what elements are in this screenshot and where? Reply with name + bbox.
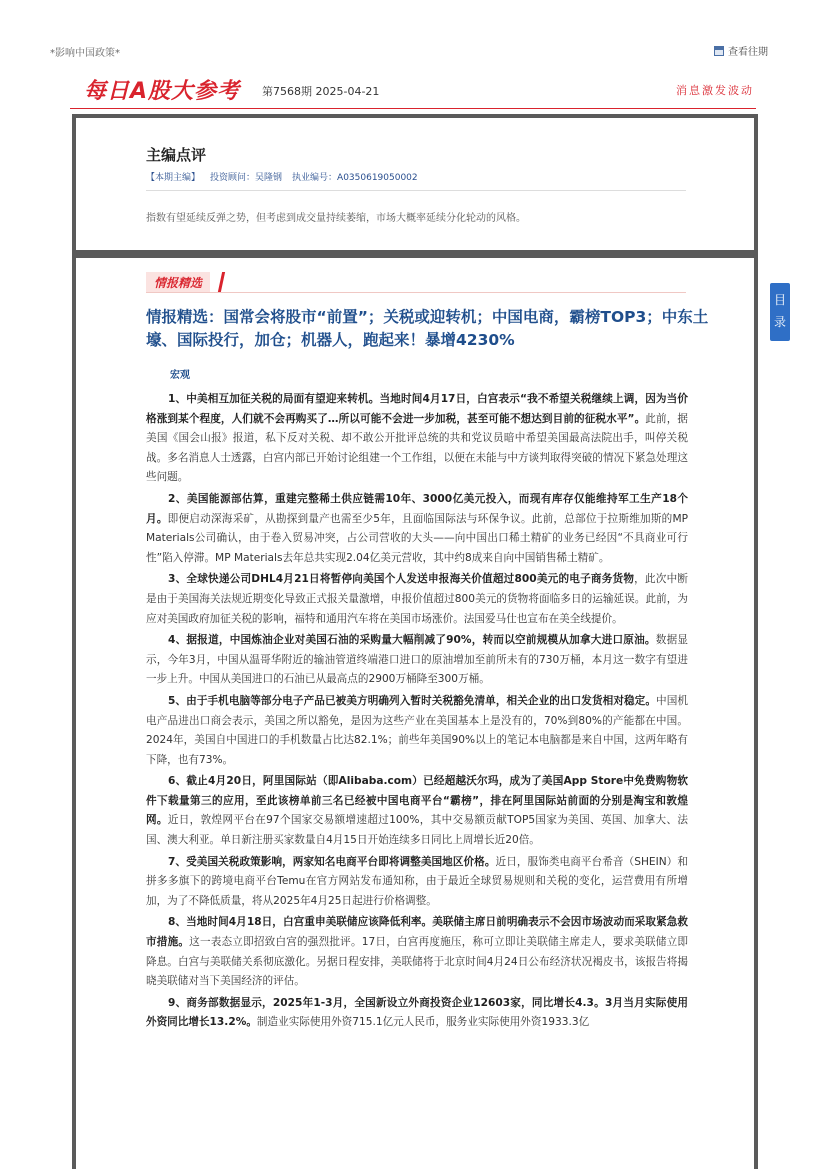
section-tag <box>146 272 686 292</box>
paragraph <box>146 692 688 770</box>
toc-tab-button[interactable]: 目录 <box>770 283 790 341</box>
editor-divider <box>146 190 686 191</box>
paragraph-text: 数据显示，今年3月，中国从温哥华附近的输油管道终端港口进口的原油增加至前所未有的730万桶，本月这一数字有望进一步上升。中国从美国进口的石油已从最高点的2900万桶降至300万桶。 <box>146 634 688 686</box>
paragraph-text: 这一表态立即招致白宫的强烈批评。17日，白宫再度施压，称可立即让美联储主席走人，要求美联储立即降息。白宫与美联储关系彻底激化。另据日程安排，美联储将于北京时间4月24日公布经济状况褐皮书，该报告将揭晓美联储对当下美国经济的评估。 <box>146 936 689 988</box>
paragraph-lead: 1、中美相互加征关税的局面有望迎来转机。当地时间4月17日，白宫表示“我不希望关税继续上调，因为当价格涨到某个程度，人们就不会再购买了…所以可能不会进一步加税，甚至可能不想达到目前的征税水平”。 <box>146 393 688 425</box>
paragraph-text: 近日，敦煌网平台在97个国家交易额增速超过100%，其中交易额贡献TOP5国家为美国、英国、加拿大、法国、澳大利亚。单日新注册买家数量自4月15日开始连续多日同比上周增长近20倍。 <box>146 814 688 847</box>
article-body <box>146 390 688 1035</box>
paragraph-lead: 2、美国能源部估算，重建完整稀土供应链需10年、3000亿美元投入，而现有库存仅能维持军工生产18个月。 <box>146 492 688 525</box>
paragraph-text: 此前，据美国《国会山报》报道，私下反对关税、却不敢公开批评总统的共和党议员暗中希望美国最高法院出手，叫停关税战。多名消息人士透露，白宫内部已开始讨论组建一个工作组，以便在未能与中方谈判取得突破的情况下紧急处理这些问题。 <box>146 412 688 484</box>
brand-logo: 每日A股大参考 <box>84 79 241 104</box>
paragraph <box>146 631 688 690</box>
paragraph <box>146 913 688 991</box>
meta-tag: 【本期主编】 <box>146 173 201 183</box>
calendar-icon <box>714 46 724 56</box>
header-divider <box>70 108 756 109</box>
paragraph <box>146 570 688 629</box>
paragraph-text: 中国机电产品进出口商会表示，美国之所以豁免，是因为这些产业在美国基本上是没有的，70%到80%的产能都在中国。2024年，美国自中国进口的手机数量占比达82.1%；前些年美国90%以上的笔记本电脑都是来自中国，这两年略有下降，也有73%。 <box>146 694 688 766</box>
slogan: 消息激发波动 <box>676 84 754 97</box>
article-card <box>72 254 758 1169</box>
advisor: 投资顾问：吴隆钢 <box>210 173 283 183</box>
paragraph <box>146 853 688 912</box>
editor-comment-card <box>72 114 758 254</box>
paragraph <box>146 390 688 488</box>
license-number: 执业编号：A0350619050002 <box>292 173 418 183</box>
paragraph-lead: 5、由于手机电脑等部分电子产品已被美方明确列入暂时关税豁免清单，相关企业的出口发货相对稳定。 <box>168 694 657 707</box>
paragraph-text: 近日，服饰类电商平台希音（SHEIN）和拼多多旗下的跨境电商平台Temu在官方网站发布通知称，由于最近全球贸易规则和关税的变化，运营费用有所增加，为了不降低质量，将从2025年4月25日起进行价格调整。 <box>146 855 689 907</box>
editor-title: 主编点评 <box>146 146 207 164</box>
paragraph <box>146 490 688 568</box>
paragraph-text: 制造业实际使用外资715.1亿元人民币，服务业实际使用外资1933.3亿 <box>256 1016 590 1029</box>
paragraph-lead: 4、据报道，中国炼油企业对美国石油的采购量大幅削减了90%，转而以空前规模从加拿大进口原油。 <box>168 634 656 647</box>
article-title: 情报精选：国常会将股市“前置”；关税或迎转机；中国电商，霸榜TOP3；中东土壕、国际投行，加仓；机器人，跑起来！暴增4230% <box>146 308 709 349</box>
archive-label: 查看往期 <box>728 47 768 58</box>
paragraph-text: ，此次中断是由于美国海关法规近期变化导致正式报关量激增，申报价值超过800美元的货物将面临多日的运输延误。此前，为应对美国政府加征关税的影响，福特和通用汽车将在美国市场涨价。法国爱马仕也宣布在美全线提价。 <box>146 573 689 625</box>
paragraph-lead: 6、截止4月20日，阿里国际站（即Alibaba.com）已经超越沃尔玛，成为了美国App Store中免费购物软件下载量第三的应用，至此该榜单前三名已经被中国电商平台“霸榜”，排在阿里国际站前面的分别是淘宝和敦煌网。 <box>146 775 688 827</box>
paragraph-lead: 9、商务部数据显示，2025年1-3月，全国新设立外商投资企业12603家，同比增长4.3。3月当月实际使用外资同比增长13.2%。 <box>146 996 688 1029</box>
editor-summary: 指数有望延续反弹之势，但考虑到成交量持续萎缩，市场大概率延续分化轮动的风格。 <box>146 213 526 224</box>
section-tag-rule <box>146 292 686 293</box>
paragraph-lead: 3、全球快递公司DHL4月21日将暂停向美国个人发送申报海关价值超过800美元的电子商务货物 <box>168 573 635 586</box>
editor-meta <box>146 170 428 183</box>
paragraph <box>146 772 688 850</box>
top-note: *影响中国政策* <box>50 48 120 59</box>
archive-link[interactable] <box>714 43 768 58</box>
article-subhead: 宏观 <box>170 370 190 381</box>
paragraph-text: 即便启动深海采矿，从勘探到量产也需至少5年，且面临国际法与环保争议。此前，总部位于拉斯维加斯的MP Materials公司确认，由于卷入贸易冲突，占公司营收的大头——向中国出口稀土精矿的业务已经因“不具商业可行性”陷入停滞。MP Materials去年总共实现2.04亿美元营收，其中约8成来自向中国销售稀土精矿。 <box>146 512 689 564</box>
issue-info: 第7568期 2025-04-21 <box>262 85 380 98</box>
paragraph-lead: 8、当地时间4月18日，白宫重申美联储应该降低利率。美联储主席日前明确表示不会因市场波动而采取紧急救市措施。 <box>146 916 688 949</box>
section-tag-bar <box>218 272 225 292</box>
paragraph <box>146 994 688 1033</box>
paragraph-lead: 7、受美国关税政策影响，两家知名电商平台即将调整美国地区价格。 <box>168 855 496 868</box>
section-tag-label: 情报精选 <box>146 272 210 292</box>
